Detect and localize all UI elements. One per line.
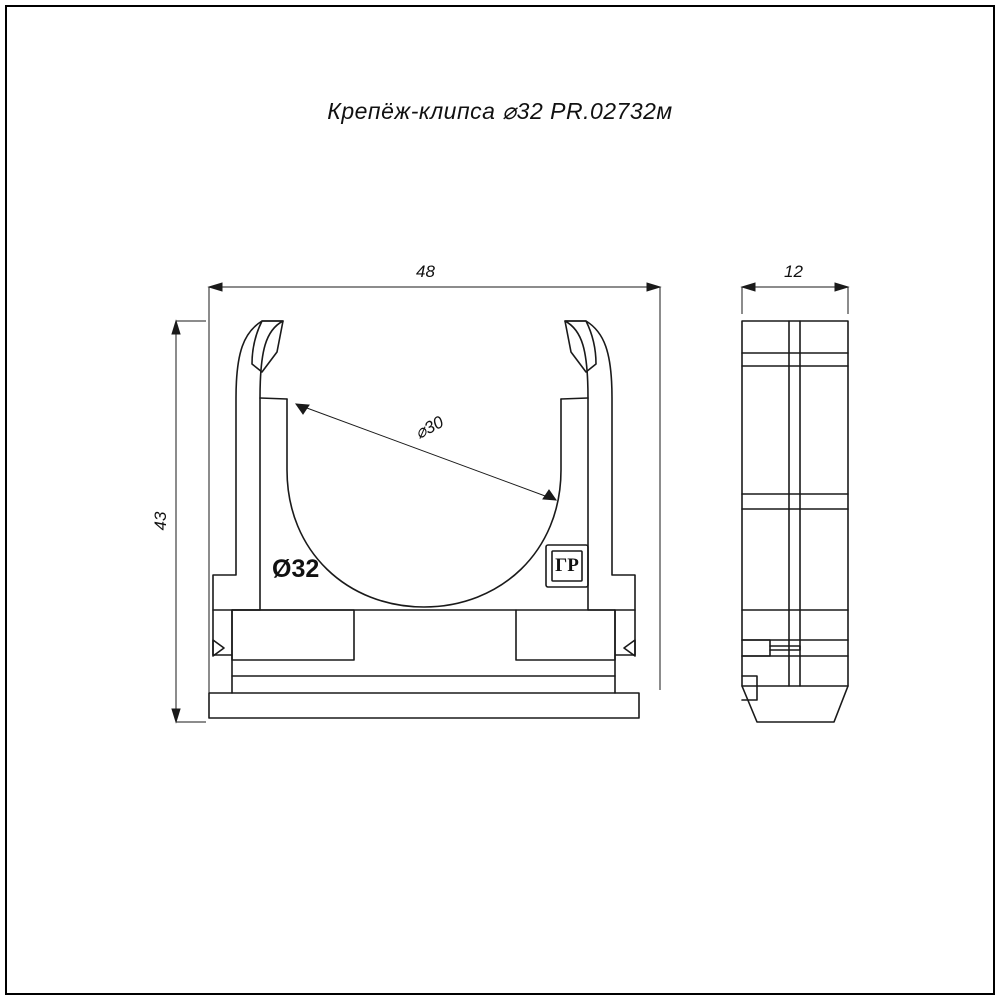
arrow-height-top bbox=[172, 321, 180, 334]
front-left-arm bbox=[213, 321, 283, 676]
arrow-width-right bbox=[647, 283, 660, 291]
pipe-diameter-label: Ø32 bbox=[272, 555, 320, 583]
side-pin bbox=[770, 646, 800, 650]
arrow-height-bottom bbox=[172, 709, 180, 722]
drawing-title: Крепёж-клипса ⌀32 PR.02732м bbox=[327, 98, 673, 124]
arrow-diameter-end bbox=[543, 490, 556, 500]
dimension-depth-label: 12 bbox=[784, 262, 803, 281]
dimension-width-label: 48 bbox=[416, 262, 435, 281]
front-right-hook bbox=[565, 321, 596, 372]
arrow-diameter-start bbox=[296, 404, 309, 414]
front-right-arm bbox=[565, 321, 635, 676]
side-tab bbox=[742, 640, 770, 656]
front-base-plate bbox=[209, 693, 639, 718]
front-left-notch bbox=[213, 640, 224, 656]
side-view bbox=[742, 321, 848, 722]
front-right-notch bbox=[624, 640, 635, 656]
arrow-width-left bbox=[209, 283, 222, 291]
front-right-inner-join bbox=[561, 398, 588, 399]
side-outline bbox=[742, 321, 848, 722]
dimension-height-label: 43 bbox=[151, 511, 170, 531]
front-left-inner-join bbox=[260, 398, 287, 399]
dimension-inner-diameter-label: ⌀30 bbox=[412, 412, 447, 443]
front-left-block bbox=[232, 610, 354, 660]
arrow-depth-left bbox=[742, 283, 755, 291]
front-view bbox=[209, 321, 639, 718]
arrow-depth-right bbox=[835, 283, 848, 291]
side-foot bbox=[742, 676, 757, 700]
front-right-block bbox=[516, 610, 615, 660]
front-left-hook bbox=[252, 321, 283, 372]
front-base-rib bbox=[232, 676, 615, 693]
logo-text: ГР bbox=[555, 555, 579, 576]
sheet-border bbox=[6, 6, 994, 994]
